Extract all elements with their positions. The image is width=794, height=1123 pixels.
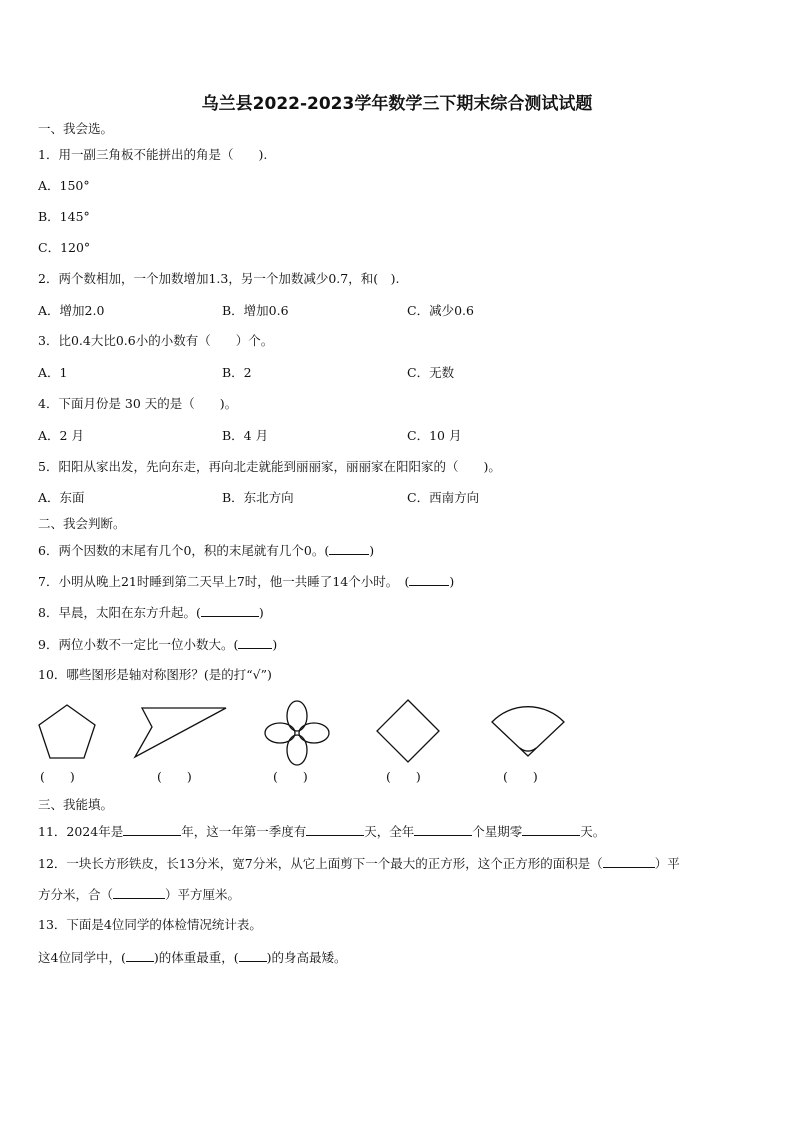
q1-option-b: B．145° xyxy=(38,209,90,224)
page-title: 乌兰县2022-2023学年数学三下期末综合测试试题 xyxy=(201,94,593,114)
question-9 xyxy=(38,636,277,653)
q11-blank-weeks[interactable] xyxy=(414,823,472,836)
q3-option-a: A．1 xyxy=(38,365,68,380)
q13-text-3: )的身高最矮。 xyxy=(266,950,347,965)
q11-text-5: 天。 xyxy=(580,824,606,839)
q13-text-2: )的体重最重，( xyxy=(153,950,239,965)
q11-blank-remain[interactable] xyxy=(522,823,580,836)
q5-option-b: B．东北方向 xyxy=(222,490,294,505)
section-heading-judge: 二、我会判断。 xyxy=(38,516,126,531)
q4-option-a: A．2 月 xyxy=(38,428,84,443)
shape-1-answer[interactable]: ( ) xyxy=(40,769,75,784)
question-12-line-2 xyxy=(38,886,240,903)
question-3-stem: 3．比0.4大比0.6小的小数有（ ）个。 xyxy=(38,333,274,348)
q12-text-1: 12．一块长方形铁皮，长13分米，宽7分米，从它上面剪下一个最大的正方形，这个正方形的面积是（ xyxy=(38,856,603,871)
q9-answer-blank[interactable] xyxy=(238,636,272,649)
q8-answer-blank[interactable] xyxy=(201,604,259,617)
q12-blank-area[interactable] xyxy=(603,855,655,868)
shape-5-answer[interactable]: ( ) xyxy=(503,769,538,784)
q11-text-2: 年，这一年第一季度有 xyxy=(181,824,307,839)
q13-blank-shortest[interactable] xyxy=(239,949,267,962)
shape-4-answer[interactable]: ( ) xyxy=(386,769,421,784)
question-12-line-1 xyxy=(38,855,680,872)
question-2-stem: 2．两个数相加，一个加数增加1.3，另一个加数减少0.7，和( ). xyxy=(38,271,400,286)
diamond-square-shape xyxy=(375,698,441,764)
pentagon-shape xyxy=(36,703,98,761)
q3-option-b: B．2 xyxy=(222,365,252,380)
q6-answer-blank[interactable] xyxy=(329,542,369,555)
q13-text-1: 这4位同学中，( xyxy=(38,950,126,965)
q12-text-3: 方分米，合（ xyxy=(38,887,114,902)
q8-text: 8．早晨，太阳在东方升起。( xyxy=(38,605,201,620)
question-11 xyxy=(38,823,605,840)
q7-answer-blank[interactable] xyxy=(409,573,449,586)
q5-option-a: A．东面 xyxy=(38,490,85,505)
q2-option-b: B．增加0.6 xyxy=(222,303,289,318)
q2-option-c: C．减少0.6 xyxy=(407,303,474,318)
question-13-fill xyxy=(38,949,347,966)
q11-text-4: 个星期零 xyxy=(472,824,523,839)
section-heading-fill: 三、我能填。 xyxy=(38,797,114,812)
q8-close: ) xyxy=(258,605,264,620)
q1-option-a: A．150° xyxy=(38,178,90,193)
q7-close: ) xyxy=(449,574,455,589)
question-8 xyxy=(38,604,264,621)
q5-option-c: C．西南方向 xyxy=(407,490,480,505)
question-13-stem: 13．下面是4位同学的体检情况统计表。 xyxy=(38,917,262,932)
right-triangle-shape xyxy=(132,705,230,760)
fan-shape xyxy=(488,700,568,758)
q1-option-c: C．120° xyxy=(38,240,91,255)
q12-blank-cm[interactable] xyxy=(113,886,165,899)
q4-option-b: B．4 月 xyxy=(222,428,269,443)
shape-3-answer[interactable]: ( ) xyxy=(273,769,308,784)
q12-text-2: ）平 xyxy=(654,856,680,871)
q11-text-3: 天，全年 xyxy=(364,824,415,839)
q7-text: 7．小明从晚上21时睡到第二天早上7时，他一共睡了14个小时。 ( xyxy=(38,574,410,589)
shape-2-answer[interactable]: ( ) xyxy=(157,769,192,784)
q9-text: 9．两位小数不一定比一位小数大。( xyxy=(38,637,239,652)
question-7 xyxy=(38,573,454,590)
q6-text: 6．两个因数的末尾有几个0，积的末尾就有几个0。( xyxy=(38,543,330,558)
q11-blank-year[interactable] xyxy=(123,823,181,836)
question-4-stem: 4．下面月份是 30 天的是（ )。 xyxy=(38,396,238,411)
q2-option-a: A．增加2.0 xyxy=(38,303,105,318)
q12-text-4: ）平方厘米。 xyxy=(165,887,241,902)
q6-close: ) xyxy=(369,543,375,558)
question-1-stem: 1．用一副三角板不能拼出的角是（ ). xyxy=(38,147,268,162)
question-5-stem: 5．阳阳从家出发，先向东走，再向北走就能到丽丽家，丽丽家在阳阳家的（ )。 xyxy=(38,459,501,474)
q11-text-1: 11．2024年是 xyxy=(38,824,124,839)
q9-close: ) xyxy=(272,637,278,652)
question-10-stem: 10．哪些图形是轴对称图形？(是的打“√”) xyxy=(38,667,272,682)
q13-blank-heaviest[interactable] xyxy=(126,949,154,962)
q11-blank-days[interactable] xyxy=(306,823,364,836)
question-6 xyxy=(38,542,374,559)
q3-option-c: C．无数 xyxy=(407,365,455,380)
section-heading-choose: 一、我会选。 xyxy=(38,121,114,136)
four-leaf-flower-shape xyxy=(264,700,330,766)
q4-option-c: C．10 月 xyxy=(407,428,462,443)
